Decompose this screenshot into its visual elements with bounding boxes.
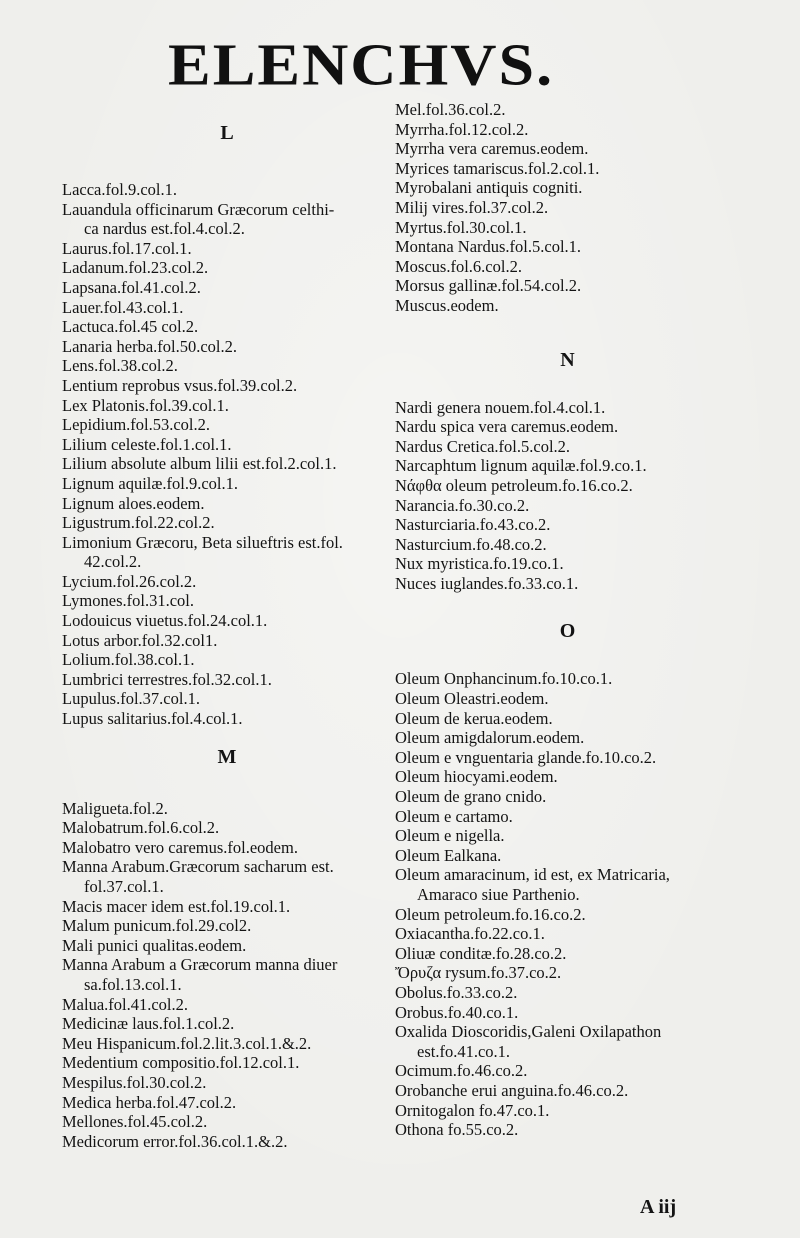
index-entry: Oliuæ conditæ.fo.28.co.2.: [395, 943, 567, 963]
index-entry: Narancia.fo.30.co.2.: [395, 495, 530, 515]
index-entry: Oleum amigdalorum.eodem.: [395, 728, 585, 748]
index-entry: Laurus.fol.17.col.1.: [62, 238, 192, 258]
index-entry: Orobanche erui anguina.fo.46.co.2.: [395, 1080, 629, 1100]
index-entry: Nuces iuglandes.fo.33.co.1.: [395, 573, 579, 593]
index-entry: Oxiacantha.fo.22.co.1.: [395, 924, 545, 944]
index-entry: Macis macer idem est.fol.19.col.1.: [62, 896, 291, 916]
index-entry: Mel.fol.36.col.2.: [395, 100, 506, 119]
index-entry: Myrobalani antiquis cogniti.: [395, 178, 583, 198]
index-entry: fol.37.col.1.: [84, 877, 164, 896]
index-entry: Ornitogalon fo.47.co.1.: [395, 1100, 550, 1120]
index-entry: Lupulus.fol.37.col.1.: [62, 689, 200, 709]
index-entry: Lumbrici terrestres.fol.32.col.1.: [62, 669, 272, 689]
index-entry: Mali punici qualitas.eodem.: [62, 935, 247, 955]
entries-M-right: [395, 100, 740, 316]
index-entry: Νάφθα oleum petroleum.fo.16.co.2.: [395, 475, 633, 495]
index-entry: Ὄρυζα rysum.fo.37.co.2.: [395, 963, 562, 983]
index-entry: Lignum aloes.eodem.: [62, 493, 205, 513]
index-entry: Obolus.fo.33.co.2.: [395, 982, 518, 1002]
section-letter-O: O: [559, 620, 576, 643]
index-entry: Malua.fol.41.col.2.: [62, 994, 189, 1014]
section-letter-M: M: [217, 745, 237, 768]
index-entry: Myrrha.fol.12.col.2.: [395, 119, 529, 139]
index-entry: Medica herba.fol.47.col.2.: [62, 1092, 237, 1112]
index-entry: Oleum Ealkana.: [395, 845, 502, 865]
index-entry: Nardu spica vera caremus.eodem.: [395, 417, 619, 437]
index-entry: Manna Arabum a Græcorum manna diuer: [62, 955, 338, 975]
index-entry: Lignum aquilæ.fol.9.col.1.: [62, 473, 238, 493]
index-entry: Maligueta.fol.2.: [62, 798, 168, 818]
index-entry: Oleum de grano cnido.: [395, 787, 547, 807]
index-entry: Moscus.fol.6.col.2.: [395, 256, 522, 276]
signature-mark: A iij: [640, 1196, 677, 1218]
index-entry: Medentium compositio.fol.12.col.1.: [62, 1053, 300, 1073]
index-entry: Ladanum.fol.23.col.2.: [62, 258, 209, 278]
index-entry: Nux myristica.fo.19.co.1.: [395, 554, 564, 574]
index-entry: Lens.fol.38.col.2.: [62, 356, 178, 376]
index-entry: Amaraco siue Parthenio.: [417, 885, 580, 904]
index-entry: Mellones.fol.45.col.2.: [62, 1112, 208, 1132]
index-entry: Narcaphtum lignum aquilæ.fol.9.co.1.: [395, 456, 647, 476]
index-entry: Lodouicus viuetus.fol.24.col.1.: [62, 611, 268, 631]
left-column: [62, 118, 392, 1151]
index-entry: Myrices tamariscus.fol.2.col.1.: [395, 158, 600, 178]
index-entry: 42.col.2.: [84, 552, 142, 572]
index-entry: Ligustrum.fol.22.col.2.: [62, 513, 215, 533]
index-entry: Manna Arabum.Græcorum sacharum est.: [62, 857, 334, 877]
entries-M-left: [62, 799, 392, 1152]
entries-O: [395, 669, 740, 1139]
entries-L: [62, 180, 392, 729]
index-entry: Ocimum.fo.46.co.2.: [395, 1061, 528, 1081]
index-entry: Lex Platonis.fol.39.col.1.: [62, 395, 229, 415]
entries-N: [395, 398, 740, 594]
section-letter-N: N: [560, 348, 575, 371]
right-column: [395, 100, 740, 1140]
index-entry: Lauandula officinarum Græcorum celthi-: [62, 199, 335, 219]
index-entry: Oleum hiocyami.eodem.: [395, 767, 558, 787]
index-entry: Malum punicum.fol.29.col2.: [62, 916, 252, 936]
index-entry: est.fo.41.co.1.: [417, 1041, 511, 1061]
index-entry: Muscus.eodem.: [395, 295, 499, 315]
index-entry: Nasturcium.fo.48.co.2.: [395, 534, 547, 554]
index-entry: Oleum Onphancinum.fo.10.co.1.: [395, 669, 613, 689]
index-entry: Lycium.fol.26.col.2.: [62, 571, 197, 591]
index-entry: Oleum petroleum.fo.16.co.2.: [395, 904, 586, 924]
section-letter-L: L: [220, 122, 234, 144]
index-entry: ca nardus est.fol.4.col.2.: [84, 219, 245, 239]
index-entry: Mespilus.fol.30.col.2.: [62, 1072, 207, 1092]
index-entry: Lentium reprobus vsus.fol.39.col.2.: [62, 375, 298, 395]
index-entry: Myrtus.fol.30.col.1.: [395, 217, 527, 237]
index-entry: Malobatrum.fol.6.col.2.: [62, 818, 220, 838]
index-entry: Milij vires.fol.37.col.2.: [395, 197, 549, 217]
index-entry: Orobus.fo.40.co.1.: [395, 1002, 519, 1022]
index-entry: Lanaria herba.fol.50.col.2.: [62, 336, 238, 356]
index-entry: Nasturciaria.fo.43.co.2.: [395, 515, 551, 535]
index-entry: Lymones.fol.31.col.: [62, 591, 194, 611]
index-entry: Montana Nardus.fol.5.col.1.: [395, 237, 582, 257]
index-entry: Lupus salitarius.fol.4.col.1.: [62, 709, 243, 729]
index-entry: Lepidium.fol.53.col.2.: [62, 415, 211, 435]
index-entry: Lolium.fol.38.col.1.: [62, 650, 195, 670]
index-entry: Oxalida Dioscoridis,Galeni Oxilapathon: [395, 1022, 662, 1042]
index-entry: Oleum Oleastri.eodem.: [395, 689, 549, 709]
index-entry: Malobatro vero caremus.fol.eodem.: [62, 837, 298, 857]
page-title: ELENCHVS.: [168, 31, 555, 98]
index-entry: Limonium Græcoru, Beta silueftris est.fol.: [62, 532, 343, 552]
index-entry: Lilium absolute album lilii est.fol.2.col.1.: [62, 454, 337, 474]
index-entry: Medicinæ laus.fol.1.col.2.: [62, 1014, 235, 1034]
index-entry: Lilium celeste.fol.1.col.1.: [62, 434, 232, 454]
index-entry: Lauer.fol.43.col.1.: [62, 297, 184, 317]
index-entry: sa.fol.13.col.1.: [84, 974, 182, 994]
index-entry: Lacca.fol.9.col.1.: [62, 180, 177, 199]
index-entry: Lactuca.fol.45 col.2.: [62, 317, 199, 337]
index-entry: Oleum de kerua.eodem.: [395, 708, 553, 728]
index-entry: Oleum amaracinum, id est, ex Matricaria,: [395, 865, 670, 885]
index-entry: Medicorum error.fol.36.col.1.&.2.: [62, 1131, 288, 1151]
index-entry: Lotus arbor.fol.32.col1.: [62, 630, 218, 650]
index-entry: Lapsana.fol.41.col.2.: [62, 277, 201, 297]
index-entry: Othona fo.55.co.2.: [395, 1120, 519, 1140]
index-entry: Oleum e cartamo.: [395, 806, 513, 826]
index-entry: Myrrha vera caremus.eodem.: [395, 139, 589, 159]
index-entry: Morsus gallinæ.fol.54.col.2.: [395, 276, 582, 296]
index-entry: Oleum e nigella.: [395, 826, 505, 846]
index-entry: Nardus Cretica.fol.5.col.2.: [395, 436, 571, 456]
index-entry: Meu Hispanicum.fol.2.lit.3.col.1.&.2.: [62, 1033, 312, 1053]
index-entry: Nardi genera nouem.fol.4.col.1.: [395, 397, 606, 417]
index-entry: Oleum e vnguentaria glande.fo.10.co.2.: [395, 747, 657, 767]
